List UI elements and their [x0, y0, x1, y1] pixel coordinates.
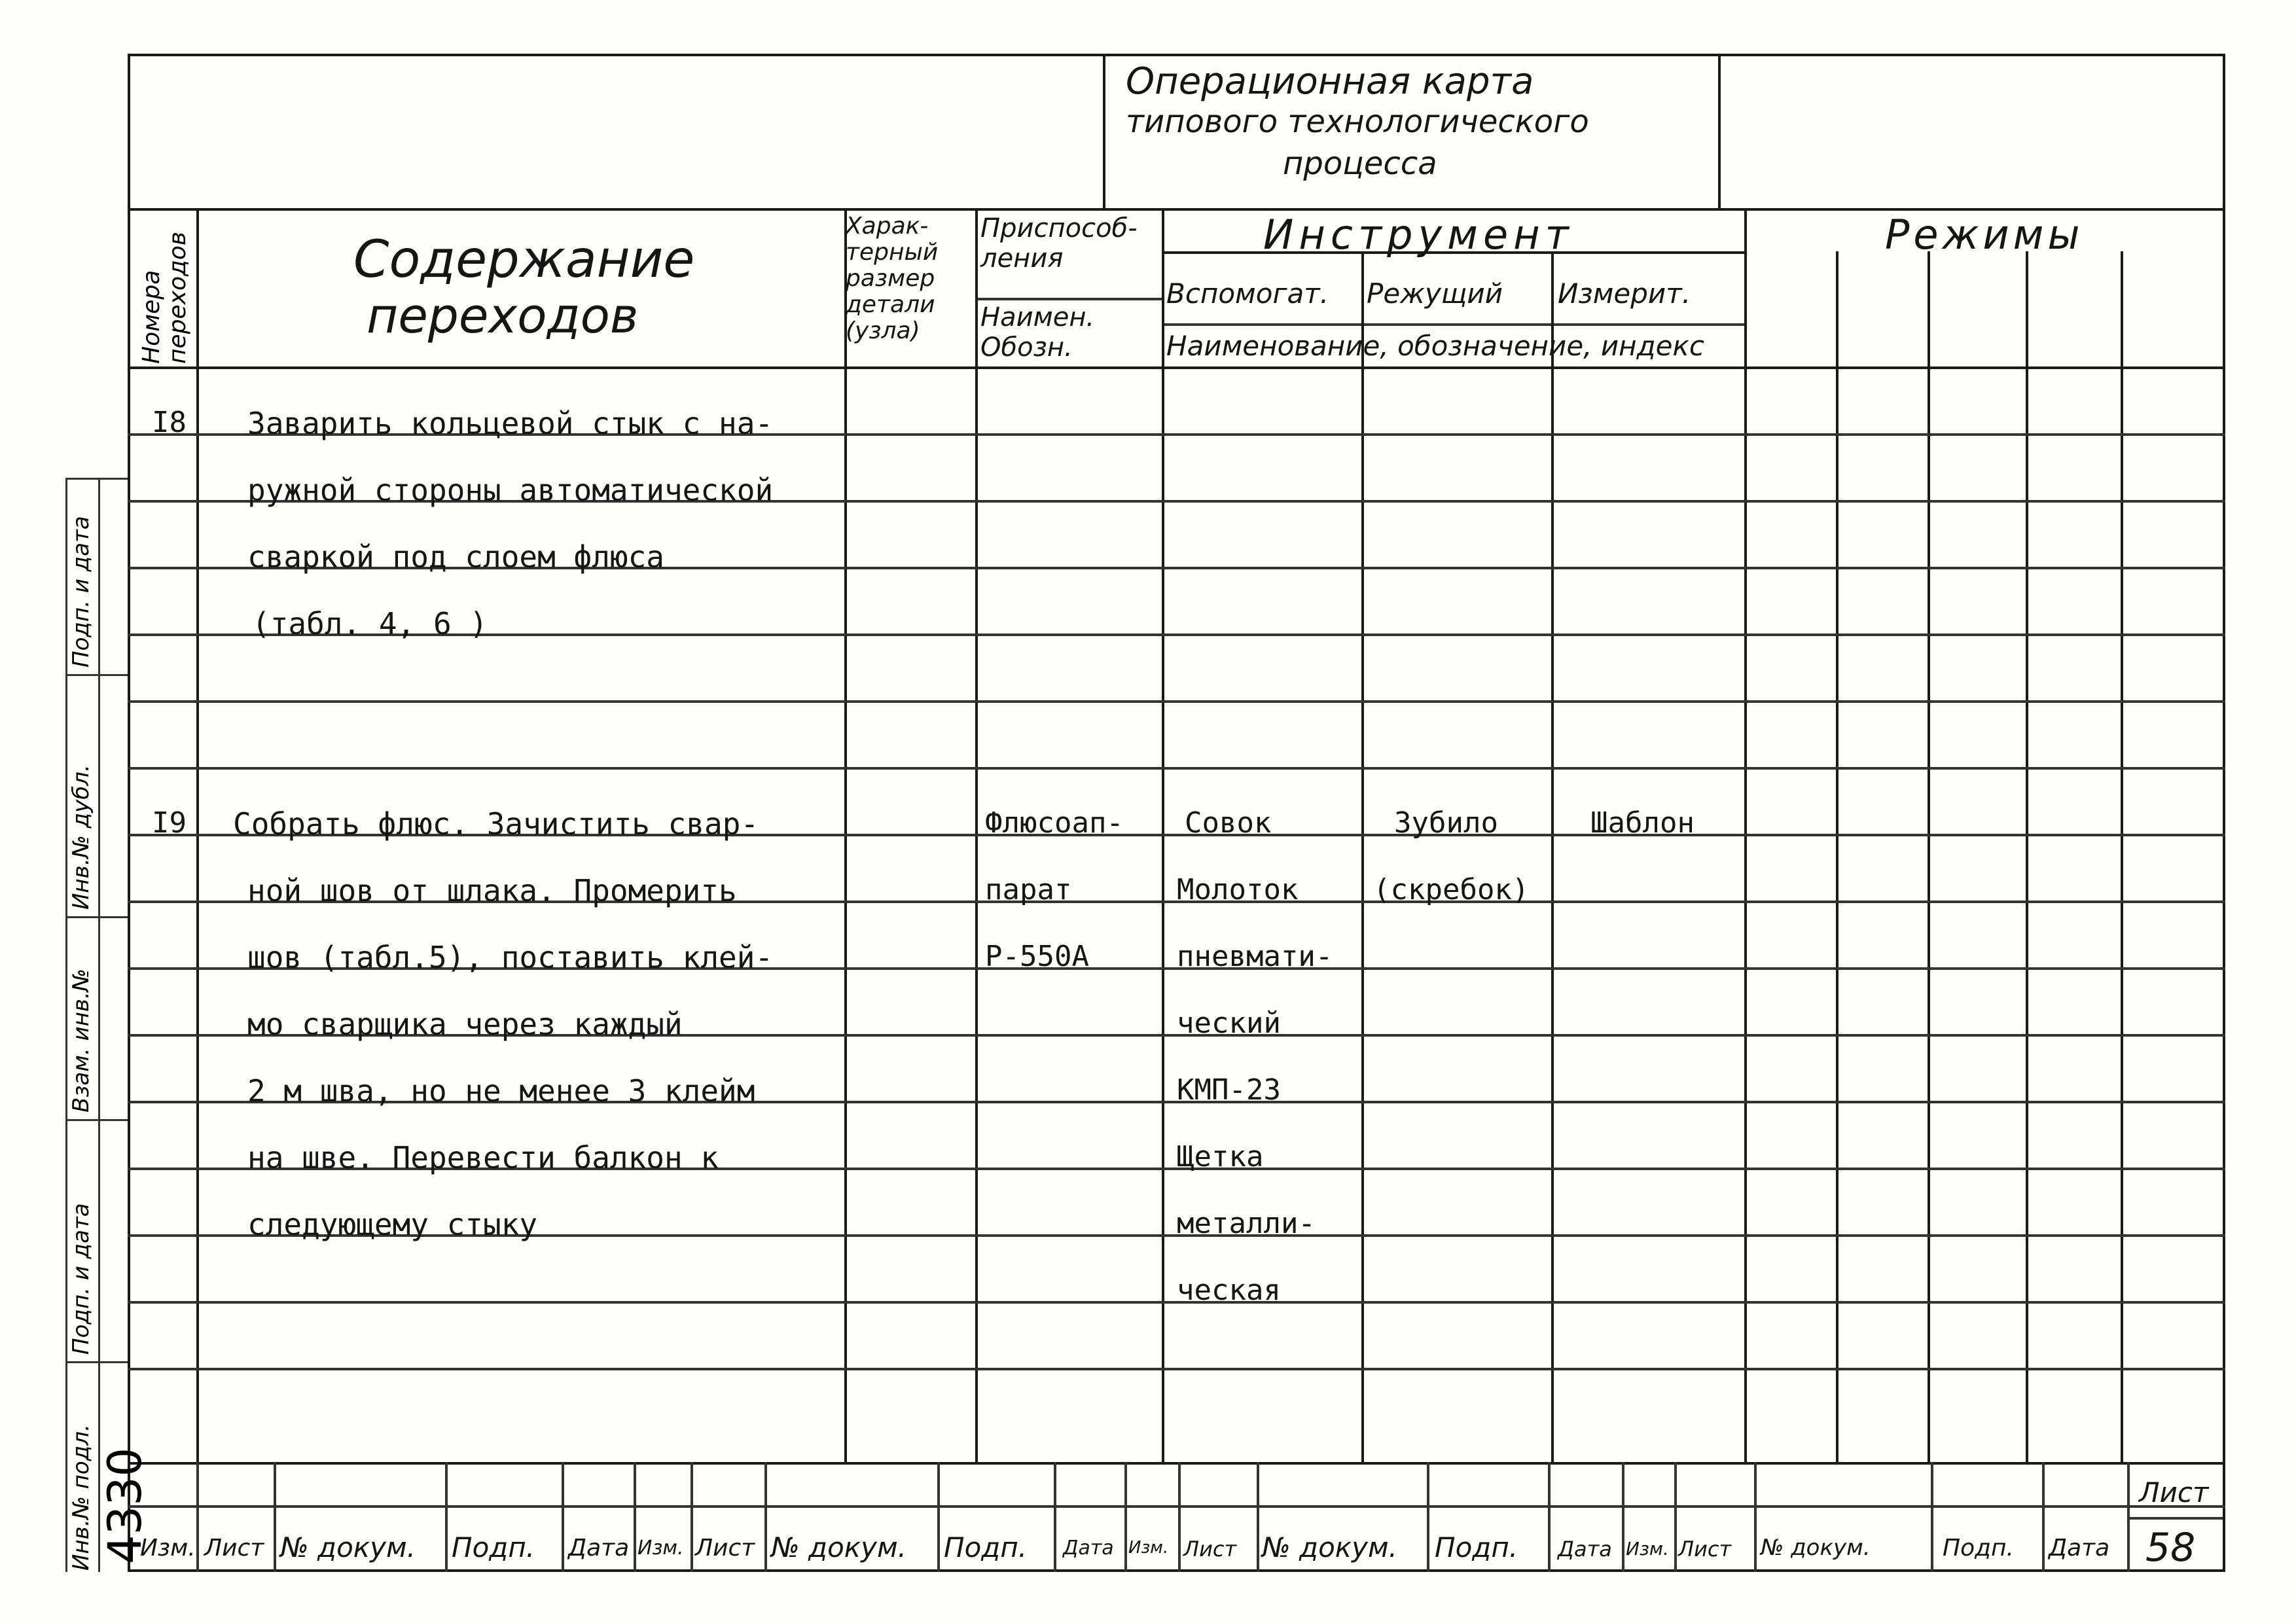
- side-number: 4330: [98, 1447, 152, 1564]
- stamp-label: Подп.: [1943, 1535, 2014, 1561]
- row-tool-cut: Зубило: [1394, 806, 1498, 840]
- column-header-tool-sub: Наименование, обозначение, индекс: [1166, 330, 1704, 362]
- column-header-tool: Инструмент: [1263, 211, 1574, 259]
- column-header-tool-measure: Измерит.: [1558, 277, 1691, 310]
- row-tool-cut: (скребок): [1373, 873, 1530, 906]
- row-content: ружной стороны автоматической: [247, 473, 774, 508]
- row-tool-aux: Молоток: [1177, 873, 1299, 906]
- stamp-label: № докум.: [280, 1531, 416, 1563]
- stamp-label: Лист: [695, 1535, 755, 1561]
- row-number: I8: [152, 406, 187, 439]
- stamp-label: Дата: [1063, 1537, 1114, 1560]
- row-content: (табл. 4, 6 ): [252, 606, 488, 641]
- column-header-modes: Режимы: [1885, 211, 2084, 259]
- stamp-label: Лист: [1183, 1537, 1237, 1561]
- column-header-content-1: Содержание: [353, 230, 695, 289]
- stamp-label: № докум.: [1761, 1535, 1871, 1561]
- row-content: следующему стыку: [247, 1207, 538, 1242]
- row-content: Заварить кольцевой стык с на-: [247, 406, 774, 441]
- side-label: Инв.№ дубл.: [68, 764, 94, 910]
- row-tool-measure: Шаблон: [1590, 806, 1695, 840]
- row-tool-aux: металли-: [1177, 1207, 1316, 1240]
- sheet-label: Лист: [2139, 1476, 2209, 1508]
- column-header-content-2: переходов: [367, 288, 639, 344]
- stamp-label: Подп.: [944, 1531, 1028, 1563]
- row-tool-aux: Щетка: [1177, 1140, 1264, 1173]
- stamp-label: Дата: [1558, 1537, 1612, 1561]
- row-fixture: Р-550А: [985, 940, 1089, 973]
- sheet-number: 58: [2145, 1525, 2196, 1571]
- stamp-label: Изм.: [140, 1535, 196, 1561]
- row-content: шов (табл.5), поставить клей-: [247, 940, 774, 975]
- row-content: сваркой под слоем флюса: [247, 539, 664, 575]
- stamp-label: Изм.: [1626, 1538, 1669, 1560]
- stamp-label: Изм.: [637, 1537, 684, 1560]
- row-fixture: Флюсоап-: [985, 806, 1124, 840]
- stamp-label: Лист: [204, 1535, 264, 1561]
- title-line-3: процесса: [1283, 145, 1437, 182]
- side-label: Взам. инв.№: [68, 968, 94, 1113]
- column-header-tool-aux: Вспомогат.: [1166, 277, 1329, 310]
- row-content: Собрать флюс. Зачистить свар-: [233, 806, 759, 842]
- row-number: I9: [152, 806, 187, 840]
- column-header-fixture: Приспособ- ления: [980, 213, 1138, 274]
- side-label: Подп. и дата: [68, 1203, 94, 1355]
- stamp-label: Дата: [568, 1535, 630, 1561]
- side-label: Инв.№ подл.: [68, 1424, 94, 1571]
- side-label: Подп. и дата: [68, 516, 94, 668]
- title-line-1: Операционная карта: [1126, 60, 1534, 103]
- column-header-fixture-sub: Наимен. Обозн.: [980, 302, 1095, 363]
- row-tool-aux: Совок: [1185, 806, 1272, 840]
- stamp-label: Дата: [2049, 1535, 2110, 1561]
- row-fixture: парат: [985, 873, 1072, 906]
- column-header-tool-cut: Режущий: [1367, 277, 1503, 310]
- stamp-label: Лист: [1678, 1537, 1732, 1561]
- row-tool-aux: пневмати-: [1177, 940, 1333, 973]
- row-content: мо сварщика через каждый: [247, 1007, 683, 1042]
- column-header-number: Номера переходов: [138, 231, 191, 364]
- stamp-label: № докум.: [771, 1531, 907, 1563]
- row-content: на шве. Перевести балкон к: [247, 1140, 719, 1175]
- row-content: ной шов от шлака. Промерить: [247, 873, 737, 908]
- row-content: 2 м шва, но не менее 3 клейм: [247, 1073, 755, 1109]
- row-tool-aux: ческий: [1177, 1007, 1281, 1040]
- stamp-label: Подп.: [1435, 1531, 1518, 1563]
- title-line-2: типового технологического: [1126, 103, 1589, 140]
- row-tool-aux: КМП-23: [1177, 1073, 1281, 1107]
- stamp-label: Подп.: [452, 1531, 535, 1563]
- stamp-label: Изм.: [1128, 1538, 1169, 1558]
- row-tool-aux: ческая: [1177, 1274, 1281, 1307]
- stamp-label: № докум.: [1262, 1531, 1398, 1563]
- column-header-characteristic: Харак- терный размер детали (узла): [846, 213, 939, 344]
